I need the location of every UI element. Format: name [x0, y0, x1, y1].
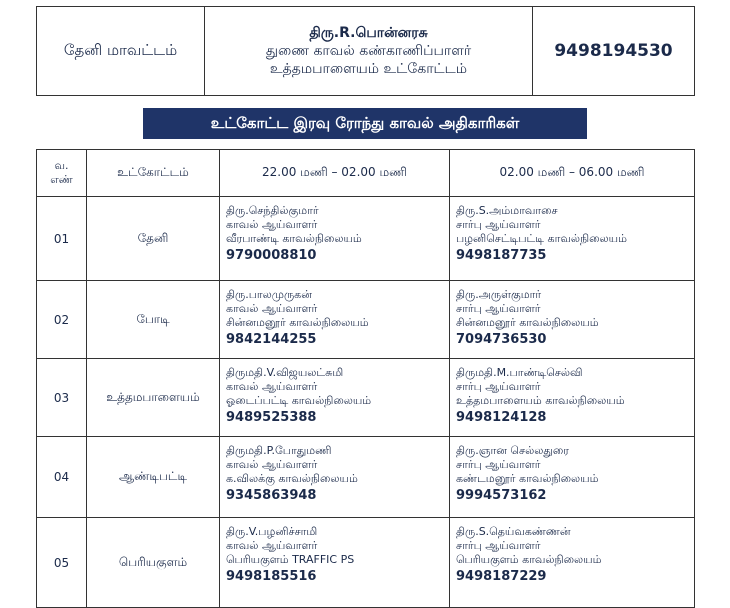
shift2-officer — [450, 281, 695, 359]
row-serial-number: 04 — [37, 437, 87, 518]
shift1-officer — [220, 197, 450, 281]
row-serial-number: 03 — [37, 359, 87, 437]
officer-phone: 9498185516 — [226, 569, 317, 584]
night-patrol-banner: உட்கோட்ட இரவு ரோந்து காவல் அதிகாரிகள் — [143, 108, 587, 139]
officer-phone: 9842144255 — [226, 332, 317, 347]
table-row — [37, 281, 695, 359]
officer-name: திரு.பாலமுருகன் — [226, 288, 312, 301]
officer-station: சின்னமனூர் காவல்நிலையம் — [456, 316, 599, 329]
dsp-officer-cell — [205, 7, 533, 96]
officer-phone: 7094736530 — [456, 332, 547, 347]
row-serial-number: 05 — [37, 518, 87, 608]
header-shift-1: 22.00 மணி – 02.00 மணி — [220, 150, 450, 197]
officer-rank: காவல் ஆய்வாளர் — [226, 218, 318, 231]
header-table — [36, 6, 695, 96]
officer-name: திருமதி.M.பாண்டிசெல்வி — [456, 366, 583, 379]
row-subdivision: ஆண்டிபட்டி — [87, 437, 220, 518]
officer-phone: 9994573162 — [456, 488, 547, 503]
table-row — [37, 437, 695, 518]
patrol-officers-table — [36, 149, 695, 608]
officer-name: திரு.ஞான செல்லதுரை — [456, 444, 569, 457]
officer-rank: சார்பு ஆய்வாளர் — [456, 458, 541, 471]
table-header-row — [37, 150, 695, 197]
officer-rank: காவல் ஆய்வாளர் — [226, 302, 318, 315]
shift2-officer — [450, 518, 695, 608]
header-shift-2: 02.00 மணி – 06.00 மணி — [450, 150, 695, 197]
officer-rank: காவல் ஆய்வாளர் — [226, 458, 318, 471]
officer-name: திரு.V.பழனிச்சாமி — [226, 525, 318, 538]
dsp-subdivision: உத்தமபாளையம் உட்கோட்டம் — [269, 61, 468, 77]
dsp-rank: துணை காவல் கண்காணிப்பாளர் — [265, 43, 472, 59]
row-subdivision: பெரியகுளம் — [87, 518, 220, 608]
officer-phone: 9489525388 — [226, 410, 317, 425]
officer-phone: 9345863948 — [226, 488, 317, 503]
shift2-officer — [450, 359, 695, 437]
officer-rank: சார்பு ஆய்வாளர் — [456, 539, 541, 552]
officer-phone: 9790008810 — [226, 248, 317, 263]
table-row — [37, 359, 695, 437]
officer-station: பெரியகுளம் TRAFFIC PS — [226, 553, 355, 566]
officer-station: க.விலக்கு காவல்நிலையம் — [226, 472, 358, 485]
header-subdivision: உட்கோட்டம் — [87, 150, 220, 197]
officer-name: திரு.S.அம்மாவாசை — [456, 204, 558, 217]
row-serial-number: 01 — [37, 197, 87, 281]
officer-name: திரு.அருள்குமார் — [456, 288, 542, 301]
officer-station: பழனிசெட்டிபட்டி காவல்நிலையம் — [456, 232, 627, 245]
table-row — [37, 197, 695, 281]
shift2-officer — [450, 437, 695, 518]
officer-name: திரு.S.தெய்வகண்ணன் — [456, 525, 571, 538]
row-subdivision: போடி — [87, 281, 220, 359]
officer-phone: 9498124128 — [456, 410, 547, 425]
shift1-officer — [220, 518, 450, 608]
officer-name: திருமதி.V.விஜயலட்சுமி — [226, 366, 344, 379]
shift1-officer — [220, 437, 450, 518]
officer-rank: காவல் ஆய்வாளர் — [226, 380, 318, 393]
header-serial-number: வ. எண் — [37, 150, 87, 197]
officer-station: கண்டமனூர் காவல்நிலையம் — [456, 472, 599, 485]
officer-phone: 9498187735 — [456, 248, 547, 263]
officer-rank: காவல் ஆய்வாளர் — [226, 539, 318, 552]
row-subdivision: தேனி — [87, 197, 220, 281]
officer-station: வீரபாண்டி காவல்நிலையம் — [226, 232, 362, 245]
officer-station: உத்தமபாளையம் காவல்நிலையம் — [456, 394, 625, 407]
district-name: தேனி மாவட்டம் — [37, 7, 205, 96]
shift1-officer — [220, 281, 450, 359]
shift1-officer — [220, 359, 450, 437]
dsp-phone: 9498194530 — [533, 7, 695, 96]
officer-station: ஓடைப்பட்டி காவல்நிலையம் — [226, 394, 372, 407]
table-row — [37, 518, 695, 608]
row-serial-number: 02 — [37, 281, 87, 359]
officer-station: பெரியகுளம் காவல்நிலையம் — [456, 553, 602, 566]
officer-rank: சார்பு ஆய்வாளர் — [456, 380, 541, 393]
officer-phone: 9498187229 — [456, 569, 547, 584]
officer-station: சின்னமனூர் காவல்நிலையம் — [226, 316, 369, 329]
officer-name: திரு.செந்தில்குமார் — [226, 204, 319, 217]
officer-name: திருமதி.P.போதுமணி — [226, 444, 332, 457]
dsp-name: திரு.R.பொன்னரசு — [309, 25, 428, 41]
officer-rank: சார்பு ஆய்வாளர் — [456, 302, 541, 315]
officer-rank: சார்பு ஆய்வாளர் — [456, 218, 541, 231]
shift2-officer — [450, 197, 695, 281]
row-subdivision: உத்தமபாளையம் — [87, 359, 220, 437]
